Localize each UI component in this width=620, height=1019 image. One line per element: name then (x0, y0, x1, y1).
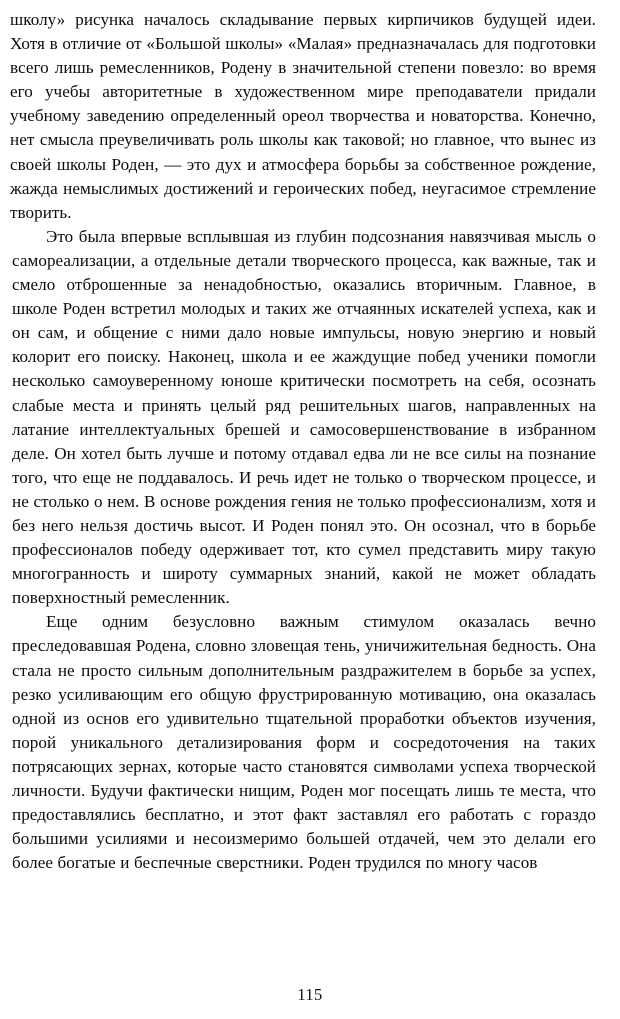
paragraph: Это была впервые всплывшая из глубин подсознания навязчивая мысль о самореализации, а отдельные детали творческого процесса, как важные, так и смело отброшенные за ненадобностью, оказались вторичным. Главное, в школе Роден встретил молодых и таких же отчаянных искателей успеха, как и он сам, и общение с ними дало новые импульсы, новую энергию и новый колорит его поиску. Наконец, школа и ее жаждущие побед ученики помогли несколько самоуверенному юноше критически посмотреть на себя, осознать слабые места и принять целый ряд решительных шагов, направленных на латание интеллектуальных брешей и самосовершенствование в избранном деле. Он хотел быть лучше и потому отдавал едва ли не все силы на познание того, что еще не поддавалось. И речь идет не только о творческом процессе, и не столько о нем. В основе рождения гения не только профессионализм, хотя и без него нельзя достичь высот. И Роден понял это. Он осознал, что в борьбе профессионалов победу одерживает тот, кто сумел представить миру такую многогранность и широту суммарных знаний, какой не может обладать поверхностный ремесленник. (12, 226, 596, 608)
page-number: 115 (297, 985, 323, 1004)
paragraph: Еще одним безусловно важным стимулом оказалась вечно преследовавшая Родена, словно зловещая тень, уничижительная бедность. Она стала не просто сильным дополнительным раздражителем в борьбе за успех, резко усиливающим его общую фрустрированную мотивацию, она оказалась одной из основ его удивительно тщательной проработки объектов изучения, порой уникального детализирования форм и сосредоточения на таких потрясающих зернах, которые часто становятся символами успеха творческой личности. Будучи фактически нищим, Роден мог посещать лишь те места, что предоставлялись бесплатно, и этот факт заставлял его работать с гораздо большими усилиями и несоизмеримо большей отдачей, чем это делали его более богатые и беспечные сверстники. Роден трудился по многу часов (12, 612, 596, 873)
page-body (12, 8, 596, 875)
paragraph: школу» рисунка началось складывание первых кирпичиков будущей идеи. Хотя в отличие от «Большой школы» «Малая» предназначалась для подготовки всего лишь ремесленников, Родену в значительной степени повезло: во время его учебы авторитетные в художественном мире преподаватели придали учебному заведению определенный ореол творчества и новаторства. Конечно, нет смысла преувеличивать роль школы как таковой; но главное, что вынес из своей школы Роден, — это дух и атмосфера борьбы за собственное рождение, жажда немыслимых достижений и героических побед, неугасимое стремление творить. (10, 10, 596, 222)
